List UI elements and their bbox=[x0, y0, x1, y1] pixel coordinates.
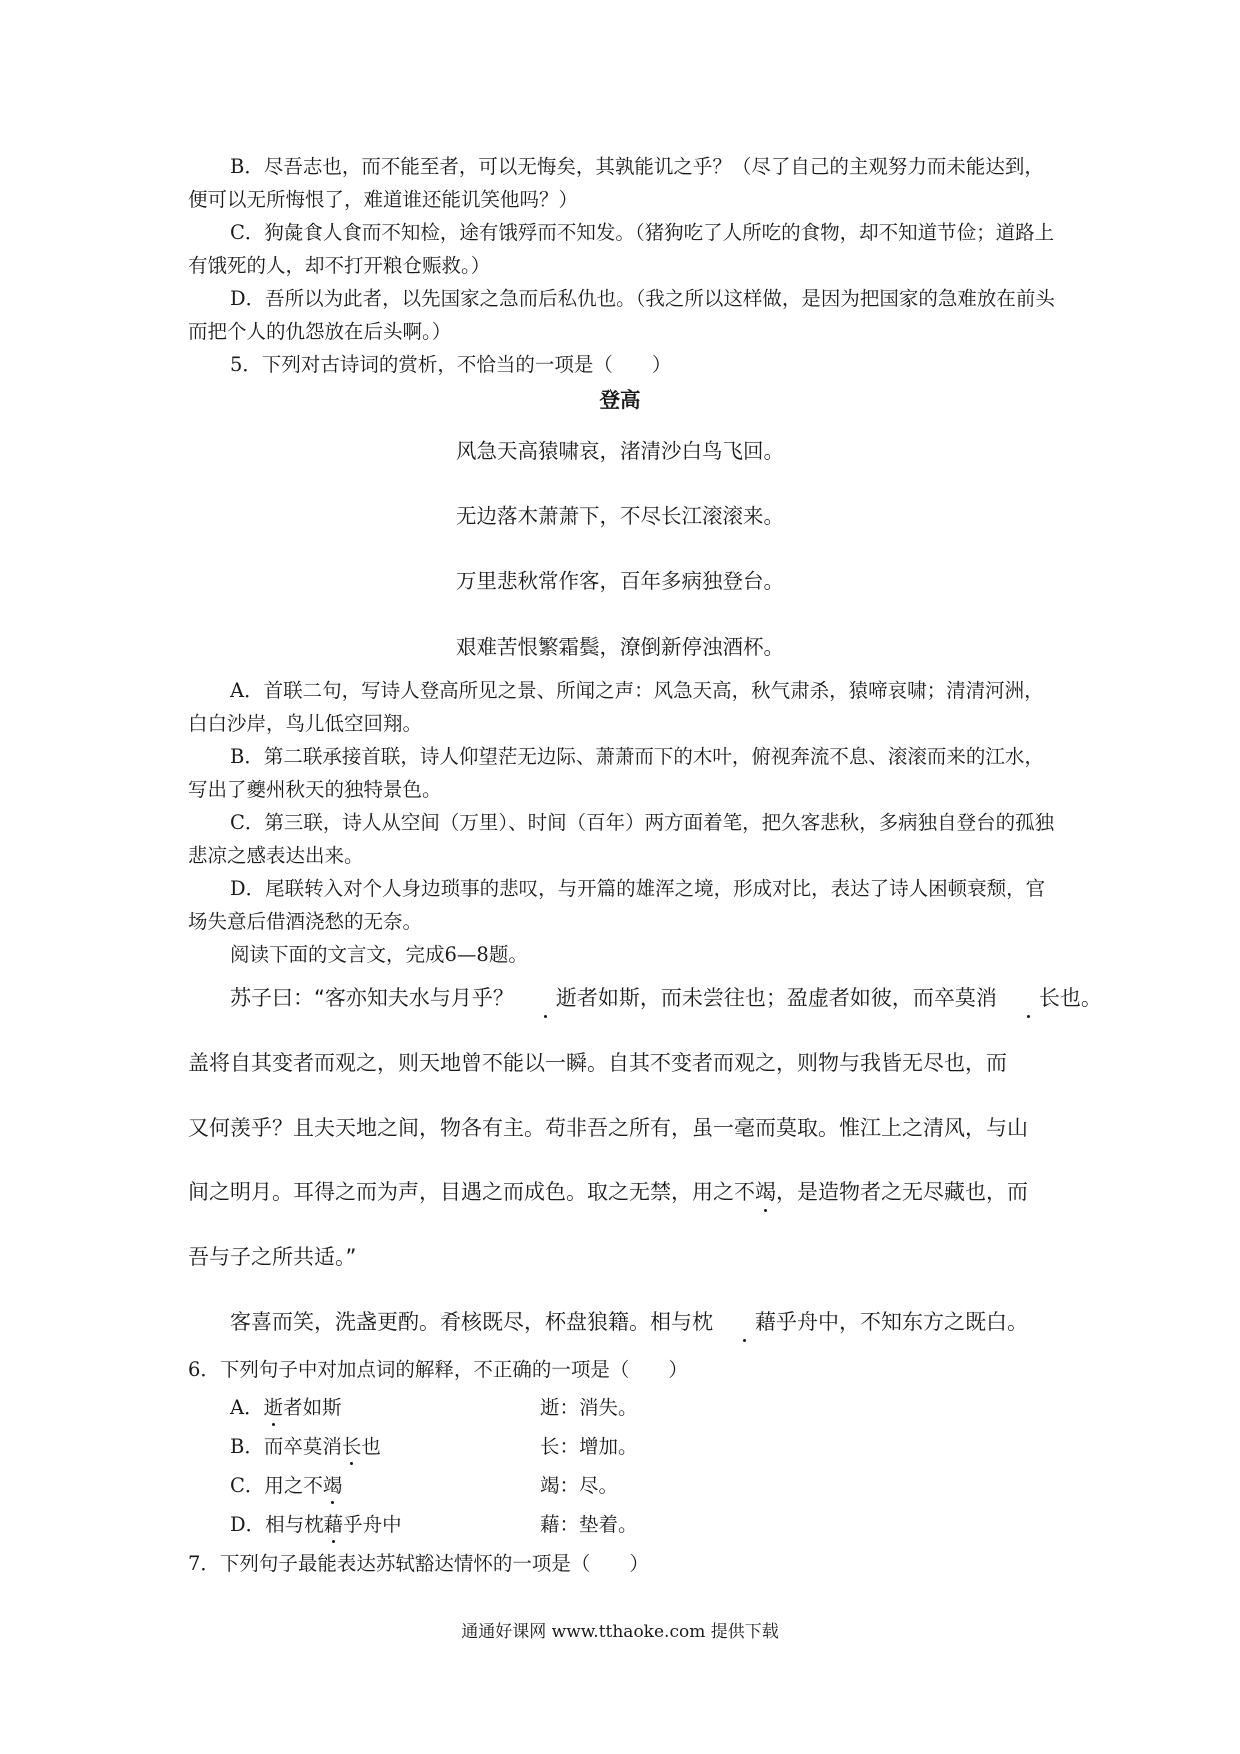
q5-option-c: C．第三联，诗人从空间（万里）、时间（百年）两方面着笔，把久客悲秋，多病独自登台的孤独悲凉之感表达出来。 bbox=[188, 811, 1055, 867]
q6-option-c: C．用之不竭 bbox=[230, 1470, 342, 1498]
prose-line-6: 客喜而笑，洗盏更酌。肴核既尽，杯盘狼籍。相与枕 藉乎舟中，不知东方之既白。 bbox=[188, 1306, 1056, 1336]
q7-stem: 7．下列句子最能表达苏轼豁达情怀的一项是（ ） bbox=[188, 1552, 649, 1575]
prose-line-3: 又何羡乎？且夫天地之间，物各有主。苟非吾之所有，虽一毫而莫取。惟江上之清风，与山 bbox=[188, 1116, 1028, 1140]
q6-option-b-explain: 长：增加。 bbox=[540, 1435, 638, 1458]
poem-line-3: 万里悲秋常作客，百年多病独登台。 bbox=[456, 569, 784, 593]
prose-line-1: 苏子曰：“客亦知夫水与月乎？ 逝者如斯，而未尝往也；盈虚者如彼，而卒莫消 长也。 bbox=[188, 982, 1056, 1012]
q4-option-d: D．吾所以为此者，以先国家之急而后私仇也。（我之所以这样做，是因为把国家的急难放在前头而把个人的仇怨放在后头啊。） bbox=[188, 287, 1055, 343]
q6-option-c-explain: 竭：尽。 bbox=[540, 1474, 619, 1497]
q4-option-b: B．尽吾志也，而不能至者，可以无悔矣，其孰能讥之乎？（尽了自己的主观努力而未能达到，便可以无所悔恨了，难道谁还能讥笑他吗？） bbox=[188, 155, 1044, 211]
dotted-char: 逝 bbox=[264, 1392, 284, 1420]
q6-option-a: A．逝者如斯 bbox=[230, 1392, 342, 1420]
poem-line-4: 艰难苦恨繁霜鬓，潦倒新停浊酒杯。 bbox=[456, 635, 784, 659]
q6-option-d: D．相与枕藉乎舟中 bbox=[230, 1509, 402, 1537]
q5-stem: 5．下列对古诗词的赏析，不恰当的一项是（ ） bbox=[230, 353, 672, 376]
dotted-char: 竭 bbox=[323, 1470, 343, 1498]
q6-stem: 6．下列句子中对加点词的解释，不正确的一项是（ ） bbox=[188, 1358, 688, 1381]
poem-line-2: 无边落木萧萧下，不尽长江滚滚来。 bbox=[456, 504, 784, 528]
dotted-char: 藉 bbox=[713, 1306, 776, 1336]
prose-line-2: 盖将自其变者而观之，则天地曾不能以一瞬。自其不变者而观之，则物与我皆无尽也，而 bbox=[188, 1051, 1007, 1075]
dotted-char: 长 bbox=[342, 1431, 362, 1459]
q5-option-a: A．首联二句，写诗人登高所见之景、所闻之声：风急天高，秋气肃杀，猿啼哀啸；清清河洲，白白沙岸，鸟儿低空回翔。 bbox=[188, 679, 1044, 735]
q5-option-d: D．尾联转入对个人身边琐事的悲叹，与开篇的雄浑之境，形成对比，表达了诗人困顿衰颓，官场失意后借酒浇愁的无奈。 bbox=[188, 877, 1046, 933]
page-footer: 通通好课网 www.tthaoke.com 提供下载 bbox=[461, 1622, 779, 1642]
q6-option-a-explain: 逝：消失。 bbox=[540, 1396, 638, 1419]
dotted-char: 逝 bbox=[514, 982, 577, 1012]
q5-option-b: B．第二联承接首联，诗人仰望茫无边际、萧萧而下的木叶，俯视奔流不息、滚滚而来的江水，写出了夔州秋天的独特景色。 bbox=[188, 745, 1044, 801]
poem-title: 登高 bbox=[599, 388, 641, 412]
prose-line-5: 吾与子之所共适。” bbox=[188, 1245, 357, 1269]
q6-option-d-explain: 藉：垫着。 bbox=[540, 1513, 638, 1536]
dotted-char: 竭 bbox=[755, 1176, 776, 1206]
dotted-char: 藉 bbox=[324, 1509, 344, 1537]
poem-line-1: 风急天高猿啸哀，渚清沙白鸟飞回。 bbox=[456, 439, 784, 463]
q6-option-b: B．而卒莫消长也 bbox=[230, 1431, 381, 1459]
dotted-char: 长 bbox=[997, 982, 1060, 1012]
reading-intro: 阅读下面的文言文，完成6—8题。 bbox=[230, 943, 528, 966]
prose-line-4: 间之明月。耳得之而为声，目遇之而成色。取之无禁，用之不竭，是造物者之无尽藏也，而 bbox=[188, 1176, 1056, 1206]
q4-option-c: C．狗彘食人食而不知检，途有饿殍而不知发。（猪狗吃了人所吃的食物，却不知道节俭；道路上有饿死的人，却不打开粮仓赈救。） bbox=[188, 221, 1055, 277]
